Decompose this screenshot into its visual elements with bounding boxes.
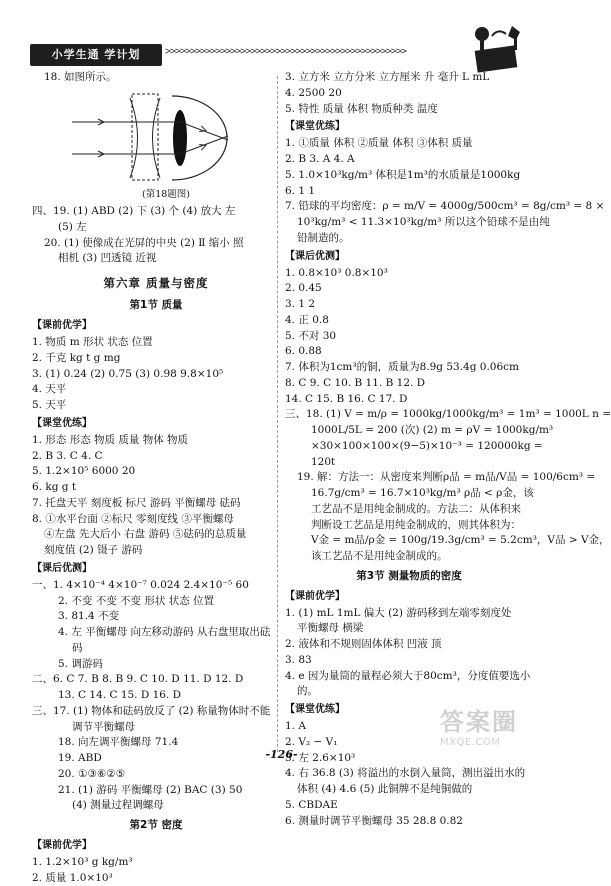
answer-line: 的。 xyxy=(285,684,533,700)
answer-line: 1000L/5L = 200 (次) (2) m = ρV = 1000kg/m³ xyxy=(285,423,533,439)
answer-line: 3. 立方米 立方分米 立方厘米 升 毫升 L mL xyxy=(285,70,533,86)
answer-line: 2. B 3. C 4. C xyxy=(32,449,280,465)
answer-line: 2. 质量 1.0×10³ xyxy=(32,871,280,886)
answer-line: 刻度值 (2) 镊子 游码 xyxy=(32,543,280,559)
page-number: -126- xyxy=(0,748,563,761)
answer-line: (5) 左 xyxy=(32,220,280,236)
answer-line: 1. 形态 形态 物质 质量 物体 物质 xyxy=(32,433,280,449)
answer-line: 7. 铅球的平均密度：ρ = m/V = 4000g/500cm³ = 8g/cm³ = 8 × xyxy=(285,199,533,215)
answer-line: 2. 液体和不规则固体体积 凹液 顶 xyxy=(285,637,533,653)
answer-line: 4. 左 平衡螺母 向左移动游码 从右盘里取出砝 xyxy=(32,625,280,641)
answer-line: 4. 右 36.8 (3) 将溢出的水倒入量筒，测出溢出水的 xyxy=(285,766,533,782)
header-arrow-strip: >>>>>>>>>>>>>>>>>>>>>>>>>>>>>>>>>>>>>>>>>>>>>>>> xyxy=(165,46,455,60)
subsection-tag: 【课前优学】 xyxy=(32,318,280,333)
answer-line: 18. 如图所示。 xyxy=(32,70,280,86)
answer-line: 铅制造的。 xyxy=(285,231,533,247)
answer-line: 5. 1.0×10³kg/m³ 体积是1m³的水质量是1000kg xyxy=(285,168,533,184)
answer-line: 6. kg g t xyxy=(32,480,280,496)
answer-line: 8. ①水平台面 ②标尺 零刻度线 ③平衡螺母 xyxy=(32,512,280,528)
watermark-url: MXQE.COM xyxy=(440,737,550,748)
answer-line: 5. 特性 质量 体积 物质种类 温度 xyxy=(285,102,533,118)
left-column xyxy=(32,70,280,886)
answer-line: 4. 正 0.8 xyxy=(285,313,533,329)
answer-line: 2. 0.45 xyxy=(285,281,533,297)
answer-line: 16.7g/cm³ = 16.7×10³kg/m³ ρ品 < ρ金，该 xyxy=(285,486,533,502)
section-heading: 第3节 测量物质的密度 xyxy=(285,569,533,585)
eye-lens-diagram xyxy=(32,88,280,188)
answer-line: 1. ①质量 体积 ②质量 体积 ③体积 质量 xyxy=(285,136,533,152)
answer-line: 21. (1) 游码 平衡螺母 (2) BAC (3) 50 xyxy=(32,783,280,799)
subsection-tag: 【课堂优练】 xyxy=(32,416,280,431)
section-heading: 第1节 质量 xyxy=(32,298,280,314)
answer-line: 判断设工艺品是用纯金制成的，则其体积为： xyxy=(285,518,533,534)
answer-line: 10³kg/m³ < 11.3×10³kg/m³ 所以这个铅球不是由纯 xyxy=(285,215,533,231)
answer-line: 相机 (3) 凹透镜 近视 xyxy=(32,251,280,267)
answer-line: 4. 2500 20 xyxy=(285,86,533,102)
answer-line: (4) 测量过程调螺母 xyxy=(32,798,280,814)
answer-line: 5. 天平 xyxy=(32,398,280,414)
answer-line: 1. 0.8×10³ 0.8×10³ xyxy=(285,266,533,282)
answer-line: 2. 不变 不变 不变 形状 状态 位置 xyxy=(32,594,280,610)
answer-line: 2. B 3. A 4. A xyxy=(285,152,533,168)
subsection-tag: 【课堂优练】 xyxy=(285,119,533,134)
answer-line: V金 = m品/ρ金 = 100g/19.3g/cm³ = 5.2cm³，V品 > V金， xyxy=(285,533,533,549)
answer-line: 5. CBDAE xyxy=(285,798,533,814)
answer-line: 7. 体积为1cm³的铜，质量为8.9g 53.4g 0.06cm xyxy=(285,360,533,376)
answer-line: 7. 托盘天平 刻度板 标尺 游码 平衡螺母 砝码 xyxy=(32,496,280,512)
answer-line: 体积 (4) 4.6 (5) 此铜牌不是纯铜做的 xyxy=(285,782,533,798)
answer-line: 二、6. C 7. B 8. B 9. C 10. D 11. D 12. D xyxy=(32,672,280,688)
answer-line: ④左盘 先大后小 右盘 游码 ⑤砝码的总质量 xyxy=(32,527,280,543)
answer-line: 3. 83 xyxy=(285,653,533,669)
answer-line: 14. C 15. B 16. C 17. D xyxy=(285,392,533,408)
answer-line: 3. 左 2.6×10³ xyxy=(285,751,533,767)
answer-line: 一、1. 4×10⁻⁴ 4×10⁻⁷ 0.024 2.4×10⁻⁵ 60 xyxy=(32,578,280,594)
answer-line: 工艺品不是用纯金制成的。方法二：从体积来 xyxy=(285,502,533,518)
answer-line: 3. 81.4 不变 xyxy=(32,609,280,625)
answer-line: 20. (1) 使像成在光屏的中央 (2) Ⅱ 缩小 照 xyxy=(32,236,280,252)
answer-line: 6. 0.88 xyxy=(285,344,533,360)
answer-line: 5. 1.2×10⁵ 6000 20 xyxy=(32,464,280,480)
header-banner: 小学生通 学计划 xyxy=(30,44,162,66)
eye-lens-figure xyxy=(32,88,272,188)
answer-line: 2. V₂ − V₁ xyxy=(285,735,533,751)
subsection-tag: 【课前优学】 xyxy=(32,838,280,853)
answer-line: 18. 向左调平衡螺母 71.4 xyxy=(32,735,280,751)
answer-line: 三、17. (1) 物体和砝码放反了 (2) 称量物体时不能 xyxy=(32,704,280,720)
section-heading: 第2节 密度 xyxy=(32,818,280,834)
subsection-tag: 【课堂优练】 xyxy=(285,702,533,717)
answer-line: 19. 解：方法一：从密度来判断ρ品 = m品/V品 = 100/6cm³ = xyxy=(285,470,533,486)
answer-line: ×30×100×100×(9−5)×10⁻³ = 120000kg = xyxy=(285,439,533,455)
subsection-tag: 【课后优测】 xyxy=(32,561,280,576)
answer-line: 5. 调游码 xyxy=(32,657,280,673)
answer-line: 13. C 14. C 15. D 16. D xyxy=(32,688,280,704)
answer-line: 2. 千克 kg t g mg xyxy=(32,351,280,367)
watermark-title: 答案圈 xyxy=(440,702,550,737)
answer-line: 码 xyxy=(32,641,280,657)
answer-line: 20. ①③⑥②⑤ xyxy=(32,767,280,783)
answer-line: 1. (1) mL 1mL 偏大 (2) 游码移到左端零刻度处 xyxy=(285,606,533,622)
answer-line: 8. C 9. C 10. B 11. B 12. D xyxy=(285,376,533,392)
site-watermark xyxy=(440,702,550,762)
answer-line: 19. ABD xyxy=(32,751,280,767)
answer-line: 三、18. (1) V = m/ρ = 1000kg/1000kg/m³ = 1m³ = 1000L n = xyxy=(285,407,533,423)
answer-line: 平衡螺母 横梁 xyxy=(285,621,533,637)
answer-line: 四、19. (1) ABD (2) 下 (3) 个 (4) 放大 左 xyxy=(32,204,280,220)
answer-line: 6. 测量时调节平衡螺母 35 28.8 0.82 xyxy=(285,814,533,830)
chapter-heading: 第六章 质量与密度 xyxy=(32,275,280,292)
answer-line: 3. (1) 0.24 (2) 0.75 (3) 0.98 9.8×10⁵ xyxy=(32,367,280,383)
answer-line: 3. 1 2 xyxy=(285,297,533,313)
answer-line: 5. 不对 30 xyxy=(285,329,533,345)
answer-line: 120t xyxy=(285,455,533,471)
subsection-tag: 【课前优学】 xyxy=(285,589,533,604)
answer-line: 4. 天平 xyxy=(32,382,280,398)
subsection-tag: 【课后优测】 xyxy=(285,249,533,264)
answer-line: 1. 1.2×10³ g kg/m³ xyxy=(32,855,280,871)
figure-caption: (第18题图) xyxy=(32,188,280,202)
answer-line: 6. 1 1 xyxy=(285,184,533,200)
answer-line: 该工艺品不是用纯金制成的。 xyxy=(285,549,533,565)
answer-line: 调节平衡螺母 xyxy=(32,720,280,736)
mascot-icon xyxy=(462,18,532,72)
answer-line: 1. A xyxy=(285,719,533,735)
answer-line: 1. 物质 m 形状 状态 位置 xyxy=(32,335,280,351)
answer-line: 4. e 因为量筒的量程必须大于80cm³，分度值要选小 xyxy=(285,669,533,685)
